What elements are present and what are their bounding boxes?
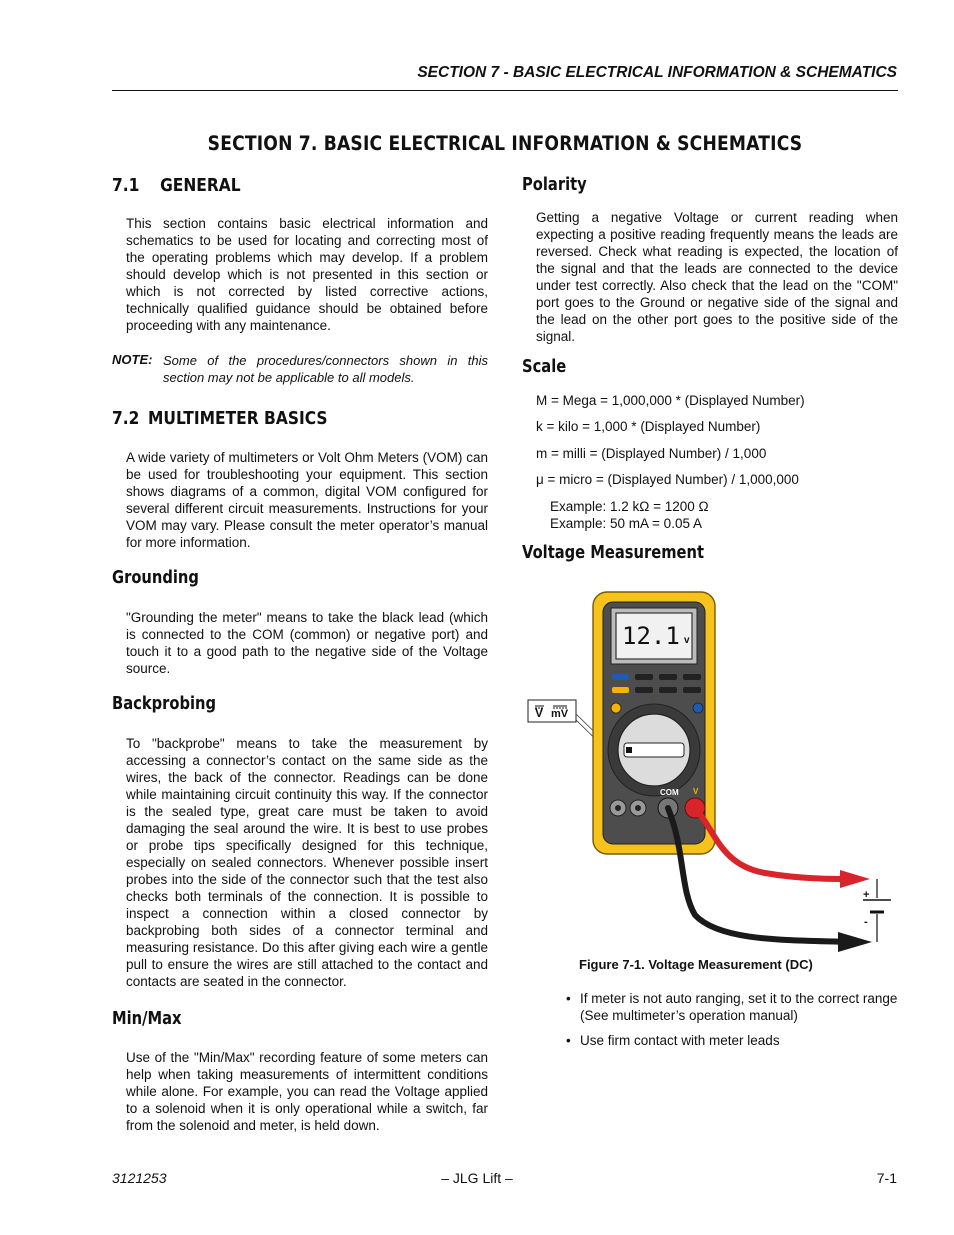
button-blue <box>612 674 629 680</box>
heading-polarity: Polarity <box>522 175 587 195</box>
scale-example-2: Example: 50 mA = 0.05 A <box>550 516 702 531</box>
note-text: Some of the procedures/connectors shown in this section may not be applicable to all models. <box>163 353 488 385</box>
voltage-measurement-figure <box>520 590 900 955</box>
heading-number: 7.1 <box>112 175 140 196</box>
display-unit: v <box>684 635 690 646</box>
callout-v-label: V <box>535 706 544 720</box>
battery-symbol <box>863 879 891 942</box>
battery-minus-label: - <box>864 916 868 928</box>
heading-minmax: Min/Max <box>112 1009 182 1029</box>
heading-backprobing: Backprobing <box>112 694 217 714</box>
scale-example-1: Example: 1.2 kΩ = 1200 Ω <box>550 499 709 514</box>
heading-title: MULTIMETER BASICS <box>148 408 328 429</box>
red-lead-arrow <box>840 870 870 888</box>
callout-mv-label: mV <box>551 708 569 720</box>
heading-grounding: Grounding <box>112 568 199 588</box>
running-header: SECTION 7 - BASIC ELECTRICAL INFORMATION & SCHEMATICS <box>417 64 897 81</box>
multimeter-paragraph: A wide variety of multimeters or Volt Ohm Meters (VOM) can be used for troubleshooting your equipment. This section shows diagrams of a common, digital VOM configured for several different circuit measurements. Instructions for your VOM may vary. Please consult the meter operator’s manual for more information. <box>126 450 488 550</box>
bullet-list <box>566 990 898 1049</box>
backprobing-paragraph: To "backprobe" means to take the measurement by accessing a connector’s contact on the same side as the wires, the back of the connector. Readings can be done while maintaining circuit continuity this way. If the connector is the sealed type, great care must be taken to avoid damaging the seal around the wire. It is best to use probes or probe tips specifically designed for this technique, especially on sealed connectors. Whenever possible insert probes into the side of the connector such that the test also checks both terminals of the connection. It is possible to inspect a connection within a closed connector by backprobing both sides of a connector terminal and measuring resistance. Do this after giving each wire a gentle pull to ensure the wires are still attached to the contact and contacts are seated in the connector. <box>126 736 488 989</box>
footer-center: – JLG Lift – <box>441 1170 513 1186</box>
scale-line-kilo: k = kilo = 1,000 * (Displayed Number) <box>536 419 761 434</box>
heading-7-2 <box>112 408 328 429</box>
minmax-paragraph: Use of the "Min/Max" recording feature of some meters can help when taking measurements of intermittent conditions while alone. For example, you can read the Voltage applied to a solenoid when it is only operational while a switch, far from the solenoid and meter, is held down. <box>126 1050 488 1133</box>
scale-line-mega: M = Mega = 1,000,000 * (Displayed Number) <box>536 393 805 408</box>
heading-voltage-measurement: Voltage Measurement <box>522 543 705 563</box>
battery-plus-label: + <box>863 889 870 901</box>
footer-doc-number: 3121253 <box>112 1170 167 1186</box>
scale-line-micro: μ = micro = (Displayed Number) / 1,000,000 <box>536 472 799 487</box>
note-label: NOTE: <box>112 352 153 367</box>
display-reading: 12.1 <box>622 622 680 650</box>
section-title: SECTION 7. BASIC ELECTRICAL INFORMATION & SCHEMATICS <box>207 132 803 155</box>
heading-scale: Scale <box>522 357 567 377</box>
list-item: • If meter is not auto ranging, set it to the correct range (See multimeter’s operation manual) <box>566 991 898 1023</box>
red-test-lead <box>695 808 852 879</box>
scale-line-milli: m = milli = (Displayed Number) / 1,000 <box>536 446 767 461</box>
general-paragraph: This section contains basic electrical information and schematics to be used for locating and correcting most of the operating problems which may develop. If a problem should develop which is not presented in this section or which is not corrected by listed corrective actions, technically qualified guidance should be obtained before proceeding with any maintenance. <box>126 216 488 333</box>
port-com-label: COM <box>660 788 679 797</box>
figure-caption: Figure 7-1. Voltage Measurement (DC) <box>579 957 813 972</box>
list-item: • Use firm contact with meter leads <box>566 1033 780 1048</box>
header-rule <box>112 90 898 91</box>
black-lead-arrow <box>838 932 872 952</box>
heading-title: GENERAL <box>160 175 241 196</box>
heading-7-1 <box>112 175 241 196</box>
footer-page-number: 7-1 <box>876 1170 897 1186</box>
grounding-paragraph: "Grounding the meter" means to take the black lead (which is connected to the COM (common) or negative port) and touch it to a good path to the negative side of the Voltage source. <box>126 610 488 676</box>
button-yellow <box>612 687 629 693</box>
port-v-label: V <box>693 787 699 796</box>
heading-number: 7.2 <box>112 408 140 429</box>
polarity-paragraph: Getting a negative Voltage or current reading when expecting a positive reading frequently means the leads are reversed. Check what reading is expected, the location of the signal and that the leads are connected to the device under test correctly. Also check that the lead on the "COM" port goes to the Ground or negative side of the signal and the lead on the other port goes to the positive side of the signal. <box>536 210 898 344</box>
